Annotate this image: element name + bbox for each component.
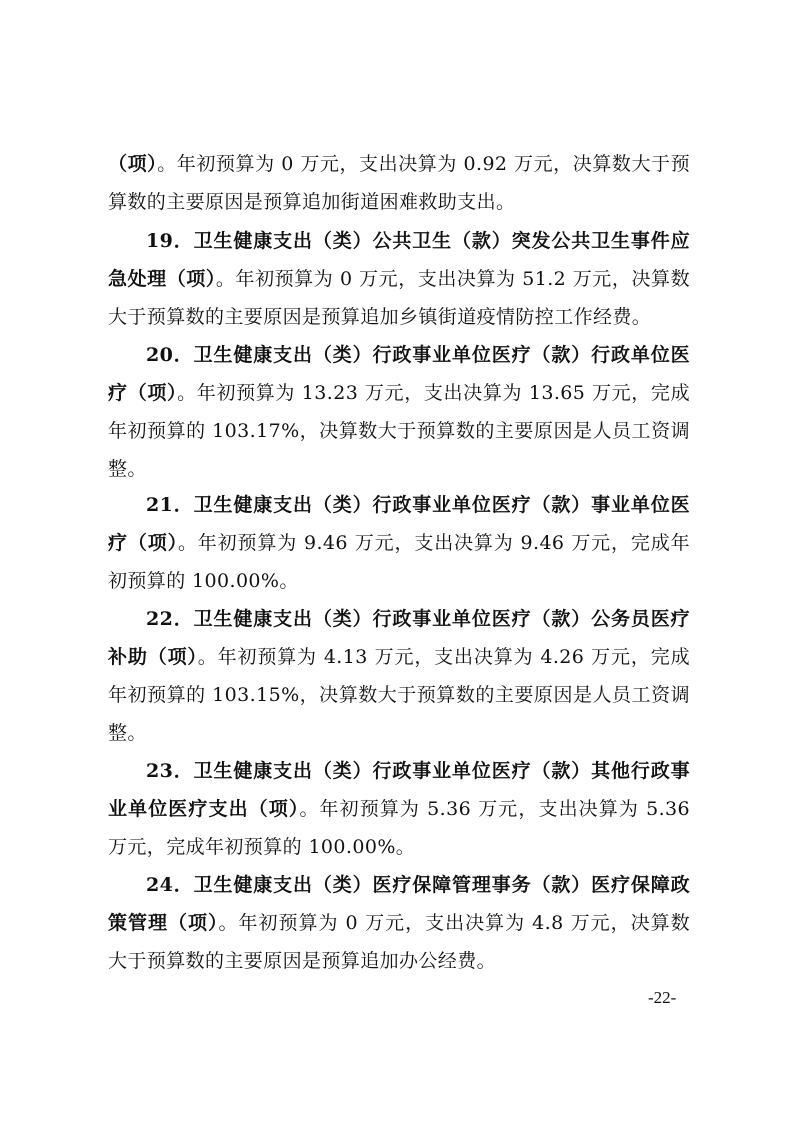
item-20-text: 。年初预算为 13.23 万元，支出决算为 13.65 万元，完成年初预算的 103.17%，决算数大于预算数的主要原因是人员工资调整。 (108, 382, 690, 480)
item-22-heading: 22．卫生健康支出（类）行政事业单位医疗（款）公务员医疗补助（项） (108, 608, 690, 668)
item-24-heading: 24．卫生健康支出（类）医疗保障管理事务（款）医疗保障政策管理（项） (108, 874, 690, 934)
item-20-paragraph (108, 336, 690, 488)
page-number: -22- (648, 988, 677, 1007)
item-19-heading: 19．卫生健康支出（类）公共卫生（款）突发公共卫生事件应急处理（项） (108, 230, 690, 290)
item-21-heading: 21．卫生健康支出（类）行政事业单位医疗（款）事业单位医疗（项） (108, 494, 690, 554)
item-21-paragraph (108, 486, 690, 600)
item-24-text: 。年初预算为 0 万元，支出决算为 4.8 万元，决算数大于预算数的主要原因是预算追加办公经费。 (108, 912, 690, 972)
continuation-heading: （项） (108, 153, 158, 175)
continuation-text: 。年初预算为 0 万元，支出决算为 0.92 万元，决算数大于预算数的主要原因是预算追加街道困难救助支出。 (108, 153, 690, 213)
item-21-text: 。年初预算为 9.46 万元，支出决算为 9.46 万元，完成年初预算的 100.00%。 (108, 532, 690, 592)
continuation-paragraph (108, 145, 690, 221)
item-19-text: 。年初预算为 0 万元，支出决算为 51.2 万元，决算数大于预算数的主要原因是预算追加乡镇街道疫情防控工作经费。 (108, 268, 690, 328)
item-23-paragraph (108, 752, 690, 866)
item-23-text: 。年初预算为 5.36 万元，支出决算为 5.36 万元，完成年初预算的 100.00%。 (108, 798, 690, 858)
item-20-heading: 20．卫生健康支出（类）行政事业单位医疗（款）行政单位医疗（项） (108, 344, 690, 404)
item-22-text: 。年初预算为 4.13 万元，支出决算为 4.26 万元，完成年初预算的 103.15%，决算数大于预算数的主要原因是人员工资调整。 (108, 646, 690, 744)
item-22-paragraph (108, 600, 690, 752)
item-24-paragraph (108, 866, 690, 980)
item-23-heading: 23．卫生健康支出（类）行政事业单位医疗（款）其他行政事业单位医疗支出（项） (108, 760, 690, 820)
item-19-paragraph (108, 222, 690, 336)
